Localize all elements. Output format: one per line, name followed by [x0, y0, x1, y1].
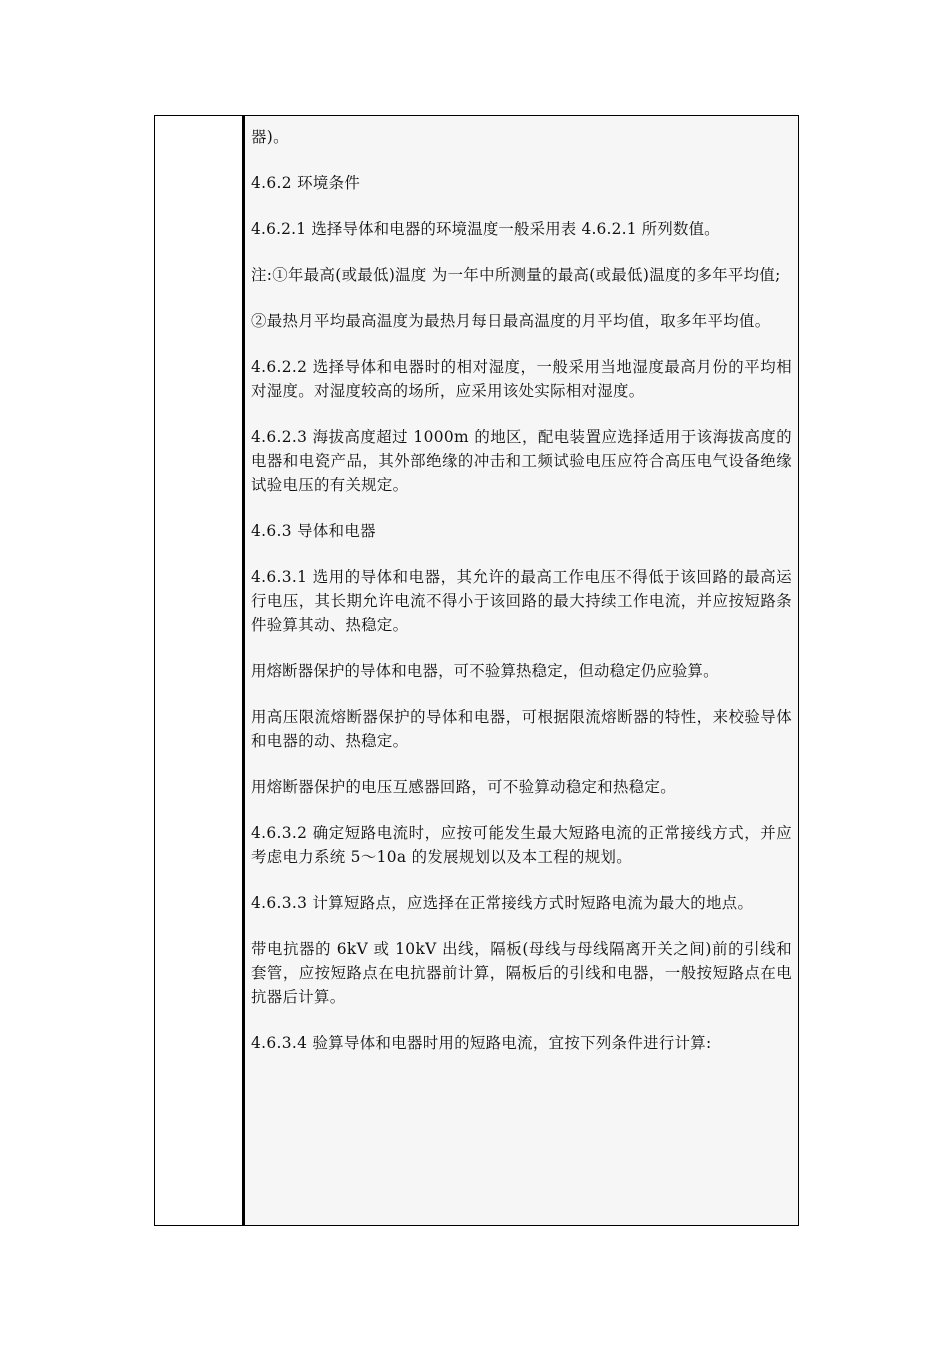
- document-table: [154, 115, 799, 1226]
- paragraph-note-2: ②最热月平均最高温度为最热月每日最高温度的月平均值，取多年平均值。: [251, 312, 771, 330]
- heading-4-6-3: 4.6.3 导体和电器: [251, 522, 376, 540]
- paragraph-voltage-transformer: 用熔断器保护的电压互感器回路，可不验算动稳定和热稳定。: [251, 778, 676, 796]
- paragraph-fuse-protection: 用熔断器保护的导体和电器，可不验算热稳定，但动稳定仍应验算。: [251, 662, 719, 680]
- paragraph-4-6-2-3: 4.6.2.3 海拔高度超过 1000m 的地区，配电装置应选择适用于该海拔高度的电器和电瓷产品，其外部绝缘的冲击和工频试验电压应符合高压电气设备绝缘试验电压的有关规定。: [251, 428, 792, 494]
- paragraph-4-6-3-2: 4.6.3.2 确定短路电流时，应按可能发生最大短路电流的正常接线方式，并应考虑电力系统 5～10a 的发展规划以及本工程的规划。: [251, 824, 792, 866]
- paragraph-continuation: 器)。: [251, 128, 289, 146]
- heading-4-6-2: 4.6.2 环境条件: [251, 174, 361, 192]
- paragraph-4-6-3-3: 4.6.3.3 计算短路点，应选择在正常接线方式时短路电流为最大的地点。: [251, 894, 754, 912]
- paragraph-4-6-3-1: 4.6.3.1 选用的导体和电器，其允许的最高工作电压不得低于该回路的最高运行电压，其长期允许电流不得小于该回路的最大持续工作电流，并应按短路条件验算其动、热稳定。: [251, 568, 792, 634]
- paragraph-reactor-outgoing-line: 带电抗器的 6kV 或 10kV 出线，隔板(母线与母线隔离开关之间)前的引线和套管，应按短路点在电抗器前计算，隔板后的引线和电器，一般按短路点在电抗器后计算。: [251, 940, 792, 1006]
- paragraph-note-1: 注:①年最高(或最低)温度 为一年中所测量的最高(或最低)温度的多年平均值;: [251, 266, 781, 284]
- paragraph-4-6-3-4: 4.6.3.4 验算导体和电器时用的短路电流，宜按下列条件进行计算:: [251, 1034, 712, 1052]
- table-content-cell: [245, 116, 798, 1225]
- paragraph-4-6-2-1: 4.6.2.1 选择导体和电器的环境温度一般采用表 4.6.2.1 所列数值。: [251, 220, 720, 238]
- table-left-cell: [155, 116, 245, 1225]
- paragraph-4-6-2-2: 4.6.2.2 选择导体和电器时的相对湿度，一般采用当地湿度最高月份的平均相对湿度。对湿度较高的场所，应采用该处实际相对湿度。: [251, 358, 792, 400]
- paragraph-current-limiting-fuse: 用高压限流熔断器保护的导体和电器，可根据限流熔断器的特性，来校验导体和电器的动、热稳定。: [251, 708, 792, 750]
